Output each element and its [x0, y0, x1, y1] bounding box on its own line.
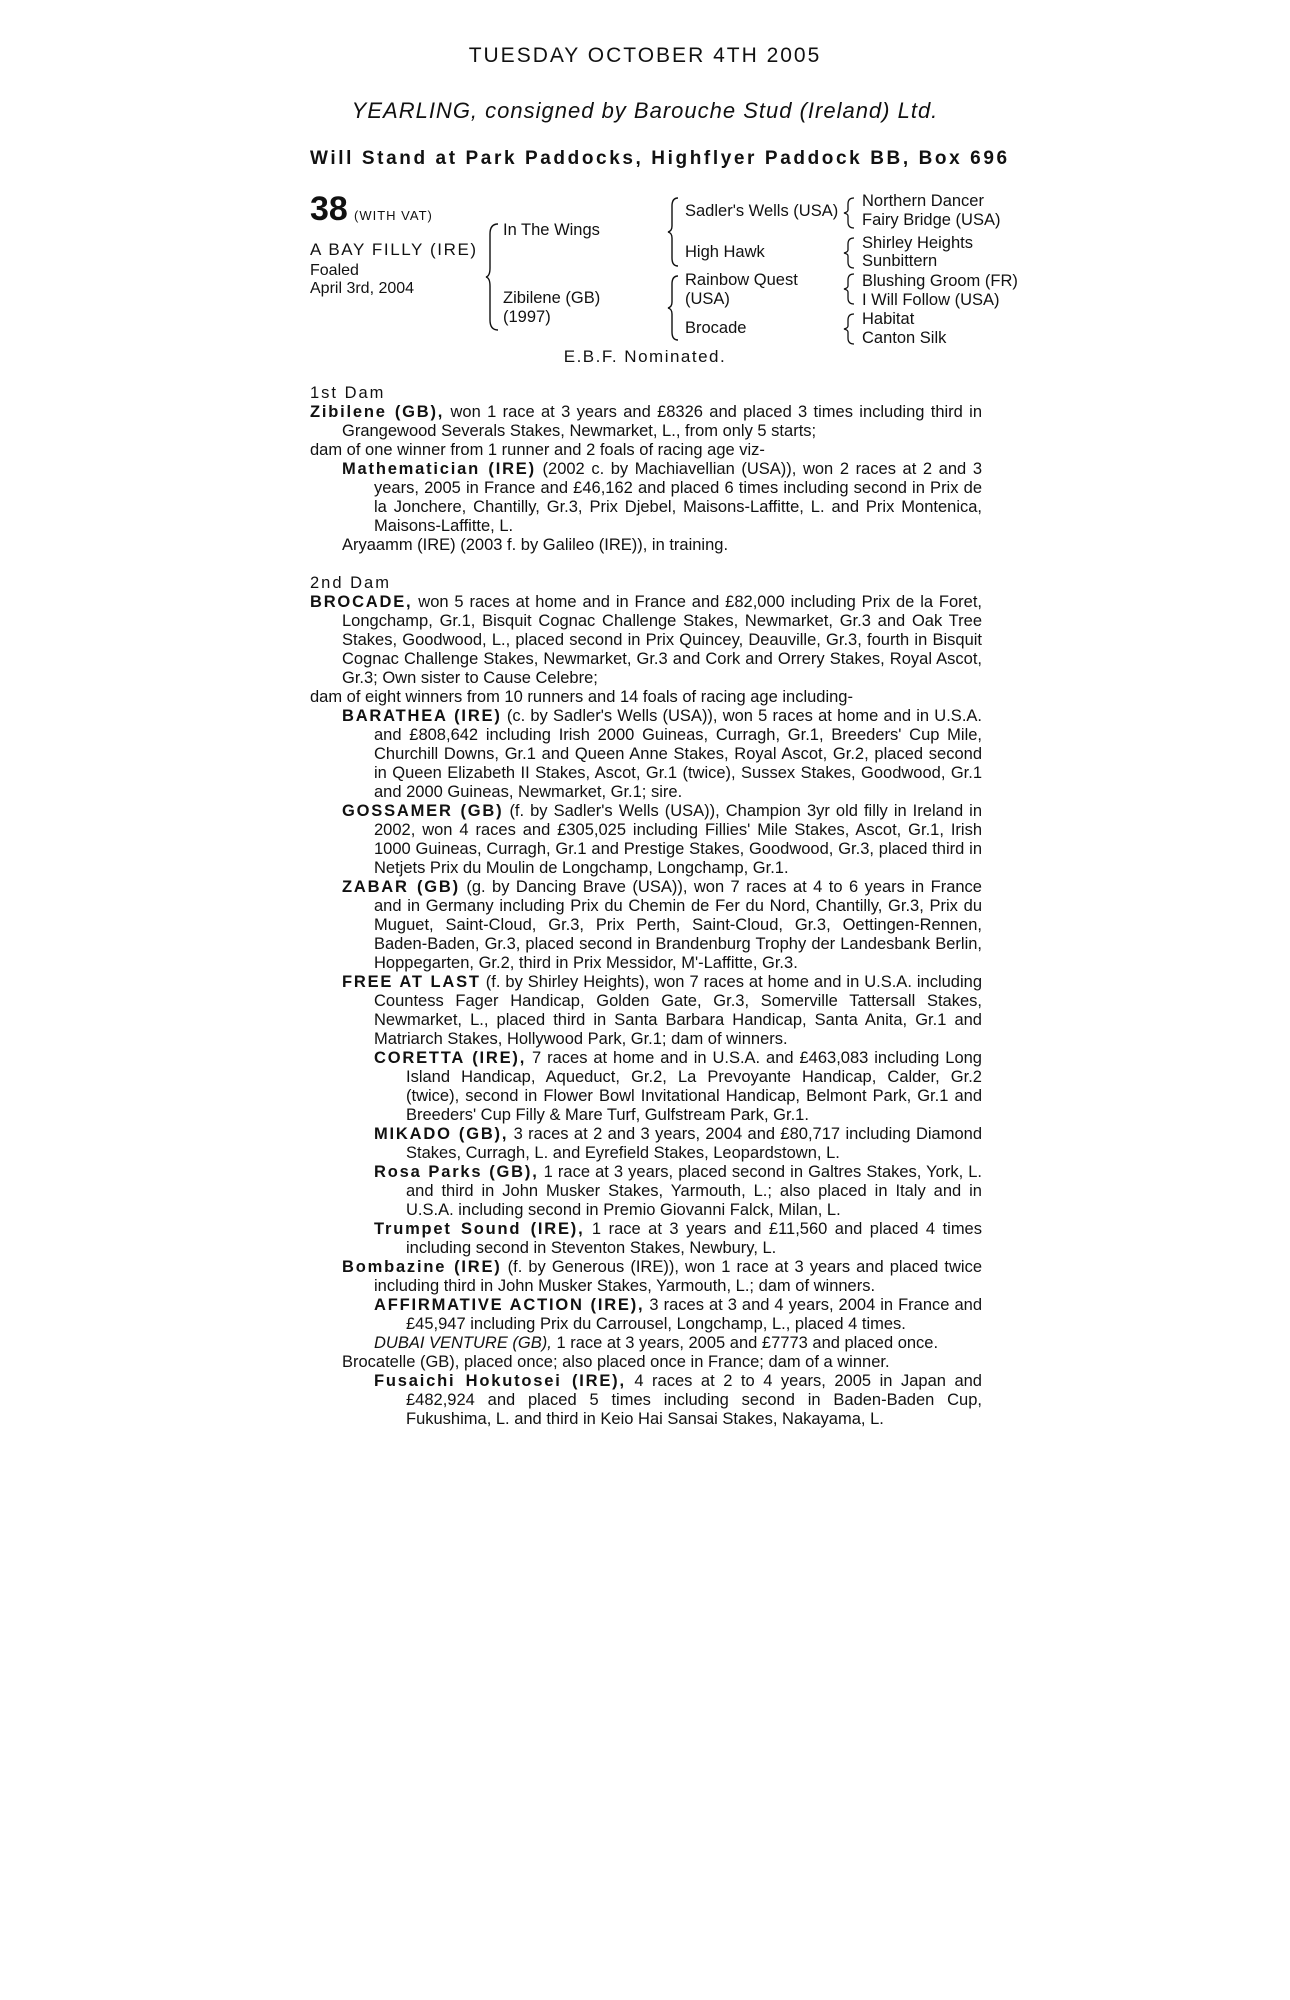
pedigree-brace-g1: [844, 196, 856, 230]
pedigree-gg6: I Will Follow (USA): [862, 291, 1000, 309]
pedigree-gg3: Shirley Heights: [862, 234, 973, 252]
progeny-text: 4 races at 2 to 4 years, 2005 in Japan and £482,924 and placed 5 times including second in Baden-Baden Cup, Fukushima, L. and third in Keio Hai Sansai Stakes, Nakayama, L.: [406, 1372, 982, 1428]
pedigree-dam-dam: Brocade: [685, 319, 747, 337]
pedigree-sire: In The Wings: [503, 221, 600, 239]
consignment-line: YEARLING, consigned by Barouche Stud (Ireland) Ltd.: [351, 98, 939, 123]
pedigree-brace-g4: [844, 312, 856, 346]
first-dam-text: won 1 race at 3 years and £8326 and placed 3 times including third in Grangewood Severals Stakes, Newmarket, L., from only 5 starts;: [342, 403, 982, 440]
foaled-label: Foaled: [310, 262, 359, 279]
progeny-name: Rosa Parks (GB),: [374, 1163, 539, 1181]
pedigree-dam-year: (1997): [503, 308, 551, 326]
pedigree-sire-dam: High Hawk: [685, 243, 765, 261]
pedigree-gg8: Canton Silk: [862, 329, 947, 347]
second-dam-record: [310, 593, 982, 688]
progeny-name: DUBAI VENTURE (GB),: [374, 1334, 552, 1352]
foaled-date: April 3rd, 2004: [310, 280, 415, 297]
progeny-name: Mathematician (IRE): [342, 460, 536, 478]
grand-progeny-coretta: [310, 1049, 982, 1125]
progeny-text: (g. by Dancing Brave (USA)), won 7 races at 4 to 6 years in France and in Germany including Prix du Chemin de Fer du Nord, Chantilly, Gr.3, Prix du Muguet, Saint-Cloud, Gr.3, Prix Perth, Saint-Cloud, Gr.3, Oettingen-Rennen, Baden-Baden, Gr.3, placed second in Brandenburg Trophy der Landesbank Berlin, Hoppegarten, Gr.2, third in Prix Messidor, M'-Laffitte, Gr.3.: [374, 878, 982, 972]
progeny-text: 3 races at 2 and 3 years, 2004 and £80,717 including Diamond Stakes, Curragh, L. and Eyrefield Stakes, Leopardstown, L.: [406, 1125, 983, 1162]
progeny-name: ZABAR (GB): [342, 878, 460, 896]
first-dam-heading: 1st Dam: [310, 384, 386, 402]
progeny-name: Trumpet Sound (IRE),: [374, 1220, 585, 1238]
pedigree-dam: Zibilene (GB): [503, 289, 601, 307]
progeny-text: 3 races at 3 and 4 years, 2004 in France and £45,947 including Prix du Carrousel, Longchamp, L., placed 4 times.: [406, 1296, 982, 1333]
second-dam-heading: 2nd Dam: [310, 574, 391, 592]
second-dam-name: BROCADE,: [310, 593, 413, 611]
progeny-text: (2002 c. by Machiavellian (USA)), won 2 races at 2 and 3 years, 2005 in France and £46,162 and placed 6 times including second in Prix de la Jonchere, Chantilly, Gr.3, Prix Djebel, Maisons-Laffitte, L. and Prix Montenica, Maisons-Laffitte, L.: [374, 460, 982, 535]
first-dam-name: Zibilene (GB),: [310, 403, 445, 421]
progeny-name: Bombazine (IRE): [342, 1258, 502, 1276]
grand-progeny-trumpet-sound: [310, 1220, 982, 1258]
pedigree-gg2: Fairy Bridge (USA): [862, 211, 1001, 229]
sale-date: TUESDAY OCTOBER 4TH 2005: [468, 44, 822, 67]
progeny-zabar: [310, 878, 982, 973]
pedigree-gg5: Blushing Groom (FR): [862, 272, 1018, 290]
pedigree-brace-main: [486, 222, 500, 332]
vat-note: (WITH VAT): [354, 208, 433, 223]
grand-progeny-rosa-parks: [310, 1163, 982, 1220]
progeny-text: (c. by Sadler's Wells (USA)), won 5 races at home and in U.S.A. and £808,642 including Irish 2000 Guineas, Curragh, Gr.1, Breeders' Cup Mile, Churchill Downs, Gr.1 and Queen Anne Stakes, Royal Ascot, Gr.2, placed second in Queen Elizabeth II Stakes, Ascot, Gr.1 (twice), Sussex Stakes, Goodwood, Gr.1 and 2000 Guineas, Newmarket, Gr.1; sire.: [374, 707, 982, 801]
progeny-name: CORETTA (IRE),: [374, 1049, 527, 1067]
pedigree-brace-g2: [844, 236, 856, 270]
first-dam-record: [310, 403, 982, 441]
first-dam-summary: dam of one winner from 1 runner and 2 foals of racing age viz-: [310, 441, 765, 459]
grand-progeny-affirmative-action: [310, 1296, 982, 1334]
grand-progeny-mikado: [310, 1125, 982, 1163]
progeny-name: Fusaichi Hokutosei (IRE),: [374, 1372, 626, 1390]
progeny-text: 1 race at 3 years, placed second in Galtres Stakes, York, L. and third in John Musker Stakes, Yarmouth, L.; also placed in Italy and in U.S.A. including second in Premio Giovanni Falck, Milan, L.: [406, 1163, 982, 1219]
progeny-text: (f. by Generous (IRE)), won 1 race at 3 years and placed twice including third in John Musker Stakes, Yarmouth, L.; dam of winners.: [374, 1258, 982, 1295]
stand-location: Will Stand at Park Paddocks, Highflyer Paddock BB, Box 696: [310, 148, 1010, 169]
progeny-name: AFFIRMATIVE ACTION (IRE),: [374, 1296, 645, 1314]
progeny-free-at-last: [310, 973, 982, 1049]
pedigree-gg7: Habitat: [862, 310, 915, 328]
grand-progeny-dubai-venture: [310, 1334, 982, 1353]
pedigree-sire-sire: Sadler's Wells (USA): [685, 202, 839, 220]
pedigree-gg4: Sunbittern: [862, 252, 938, 270]
ebf-nominated: E.B.F. Nominated.: [563, 347, 727, 366]
produce-record: [310, 384, 982, 1429]
progeny-text: 1 race at 3 years, 2005 and £7773 and placed once.: [551, 1334, 939, 1352]
second-dam-summary: dam of eight winners from 10 runners and 14 foals of racing age including-: [310, 688, 853, 706]
horse-description: A BAY FILLY (IRE): [310, 240, 478, 259]
pedigree-brace-sire: [668, 196, 680, 268]
lot-number: 38: [310, 190, 348, 228]
progeny-mathematician: [310, 460, 982, 536]
progeny-name: MIKADO (GB),: [374, 1125, 509, 1143]
progeny-barathea: [310, 707, 982, 802]
progeny-name: GOSSAMER (GB): [342, 802, 504, 820]
progeny-text: 1 race at 3 years and £11,560 and placed 4 times including second in Steventon Stakes, Newbury, L.: [406, 1220, 982, 1257]
progeny-name: FREE AT LAST: [342, 973, 481, 991]
pedigree-dam-sire-country: (USA): [685, 290, 730, 308]
pedigree-dam-sire: Rainbow Quest: [685, 271, 798, 289]
progeny-bombazine: [310, 1258, 982, 1296]
grand-progeny-fusaichi-hokutosei: [310, 1372, 982, 1429]
progeny-text: (f. by Sadler's Wells (USA)), Champion 3yr old filly in Ireland in 2002, won 4 races and £305,025 including Fillies' Mile Stakes, Ascot, Gr.1, Irish 1000 Guineas, Curragh, Gr.1 and Prestige Stakes, Goodwood, Gr.3, placed third in Netjets Prix du Moulin de Longchamp, Longchamp, Gr.1.: [374, 802, 982, 877]
pedigree-brace-g3: [844, 272, 856, 306]
pedigree-gg1: Northern Dancer: [862, 192, 984, 210]
progeny-name: BARATHEA (IRE): [342, 707, 502, 725]
progeny-text: (f. by Shirley Heights), won 7 races at home and in U.S.A. including Countess Fager Handicap, Golden Gate, Gr.3, Somerville Tattersall Stakes, Newmarket, L., placed third in Santa Barbara Handicap, Santa Anita, Gr.1 and Matriarch Stakes, Hollywood Park, Gr.1; dam of winners.: [374, 973, 983, 1048]
progeny-gossamer: [310, 802, 982, 878]
pedigree-brace-dam: [668, 274, 680, 342]
foaled-info: [310, 262, 414, 298]
progeny-text: 7 races at home and in U.S.A. and £463,083 including Long Island Handicap, Aqueduct, Gr.2, La Prevoyante Handicap, Calder, Gr.2 (twice), second in Flower Bowl Invitational Handicap, Belmont Park, Gr.1 and Breeders' Cup Filly & Mare Turf, Gulfstream Park, Gr.1.: [406, 1049, 982, 1124]
second-dam-text: won 5 races at home and in France and £82,000 including Prix de la Foret, Longchamp, Gr.1, Bisquit Cognac Challenge Stakes, Newmarket, Gr.3 and Oak Tree Stakes, Goodwood, L., placed second in Prix Quincey, Deauville, Gr.3, fourth in Bisquit Cognac Challenge Stakes, Newmarket, Gr.3 and Cork and Orrery Stakes, Royal Ascot, Gr.3; Own sister to Cause Celebre;: [342, 593, 982, 687]
progeny-brocatelle: Brocatelle (GB), placed once; also placed once in France; dam of a winner.: [342, 1353, 890, 1371]
progeny-aryaamm: Aryaamm (IRE) (2003 f. by Galileo (IRE)), in training.: [342, 536, 729, 554]
